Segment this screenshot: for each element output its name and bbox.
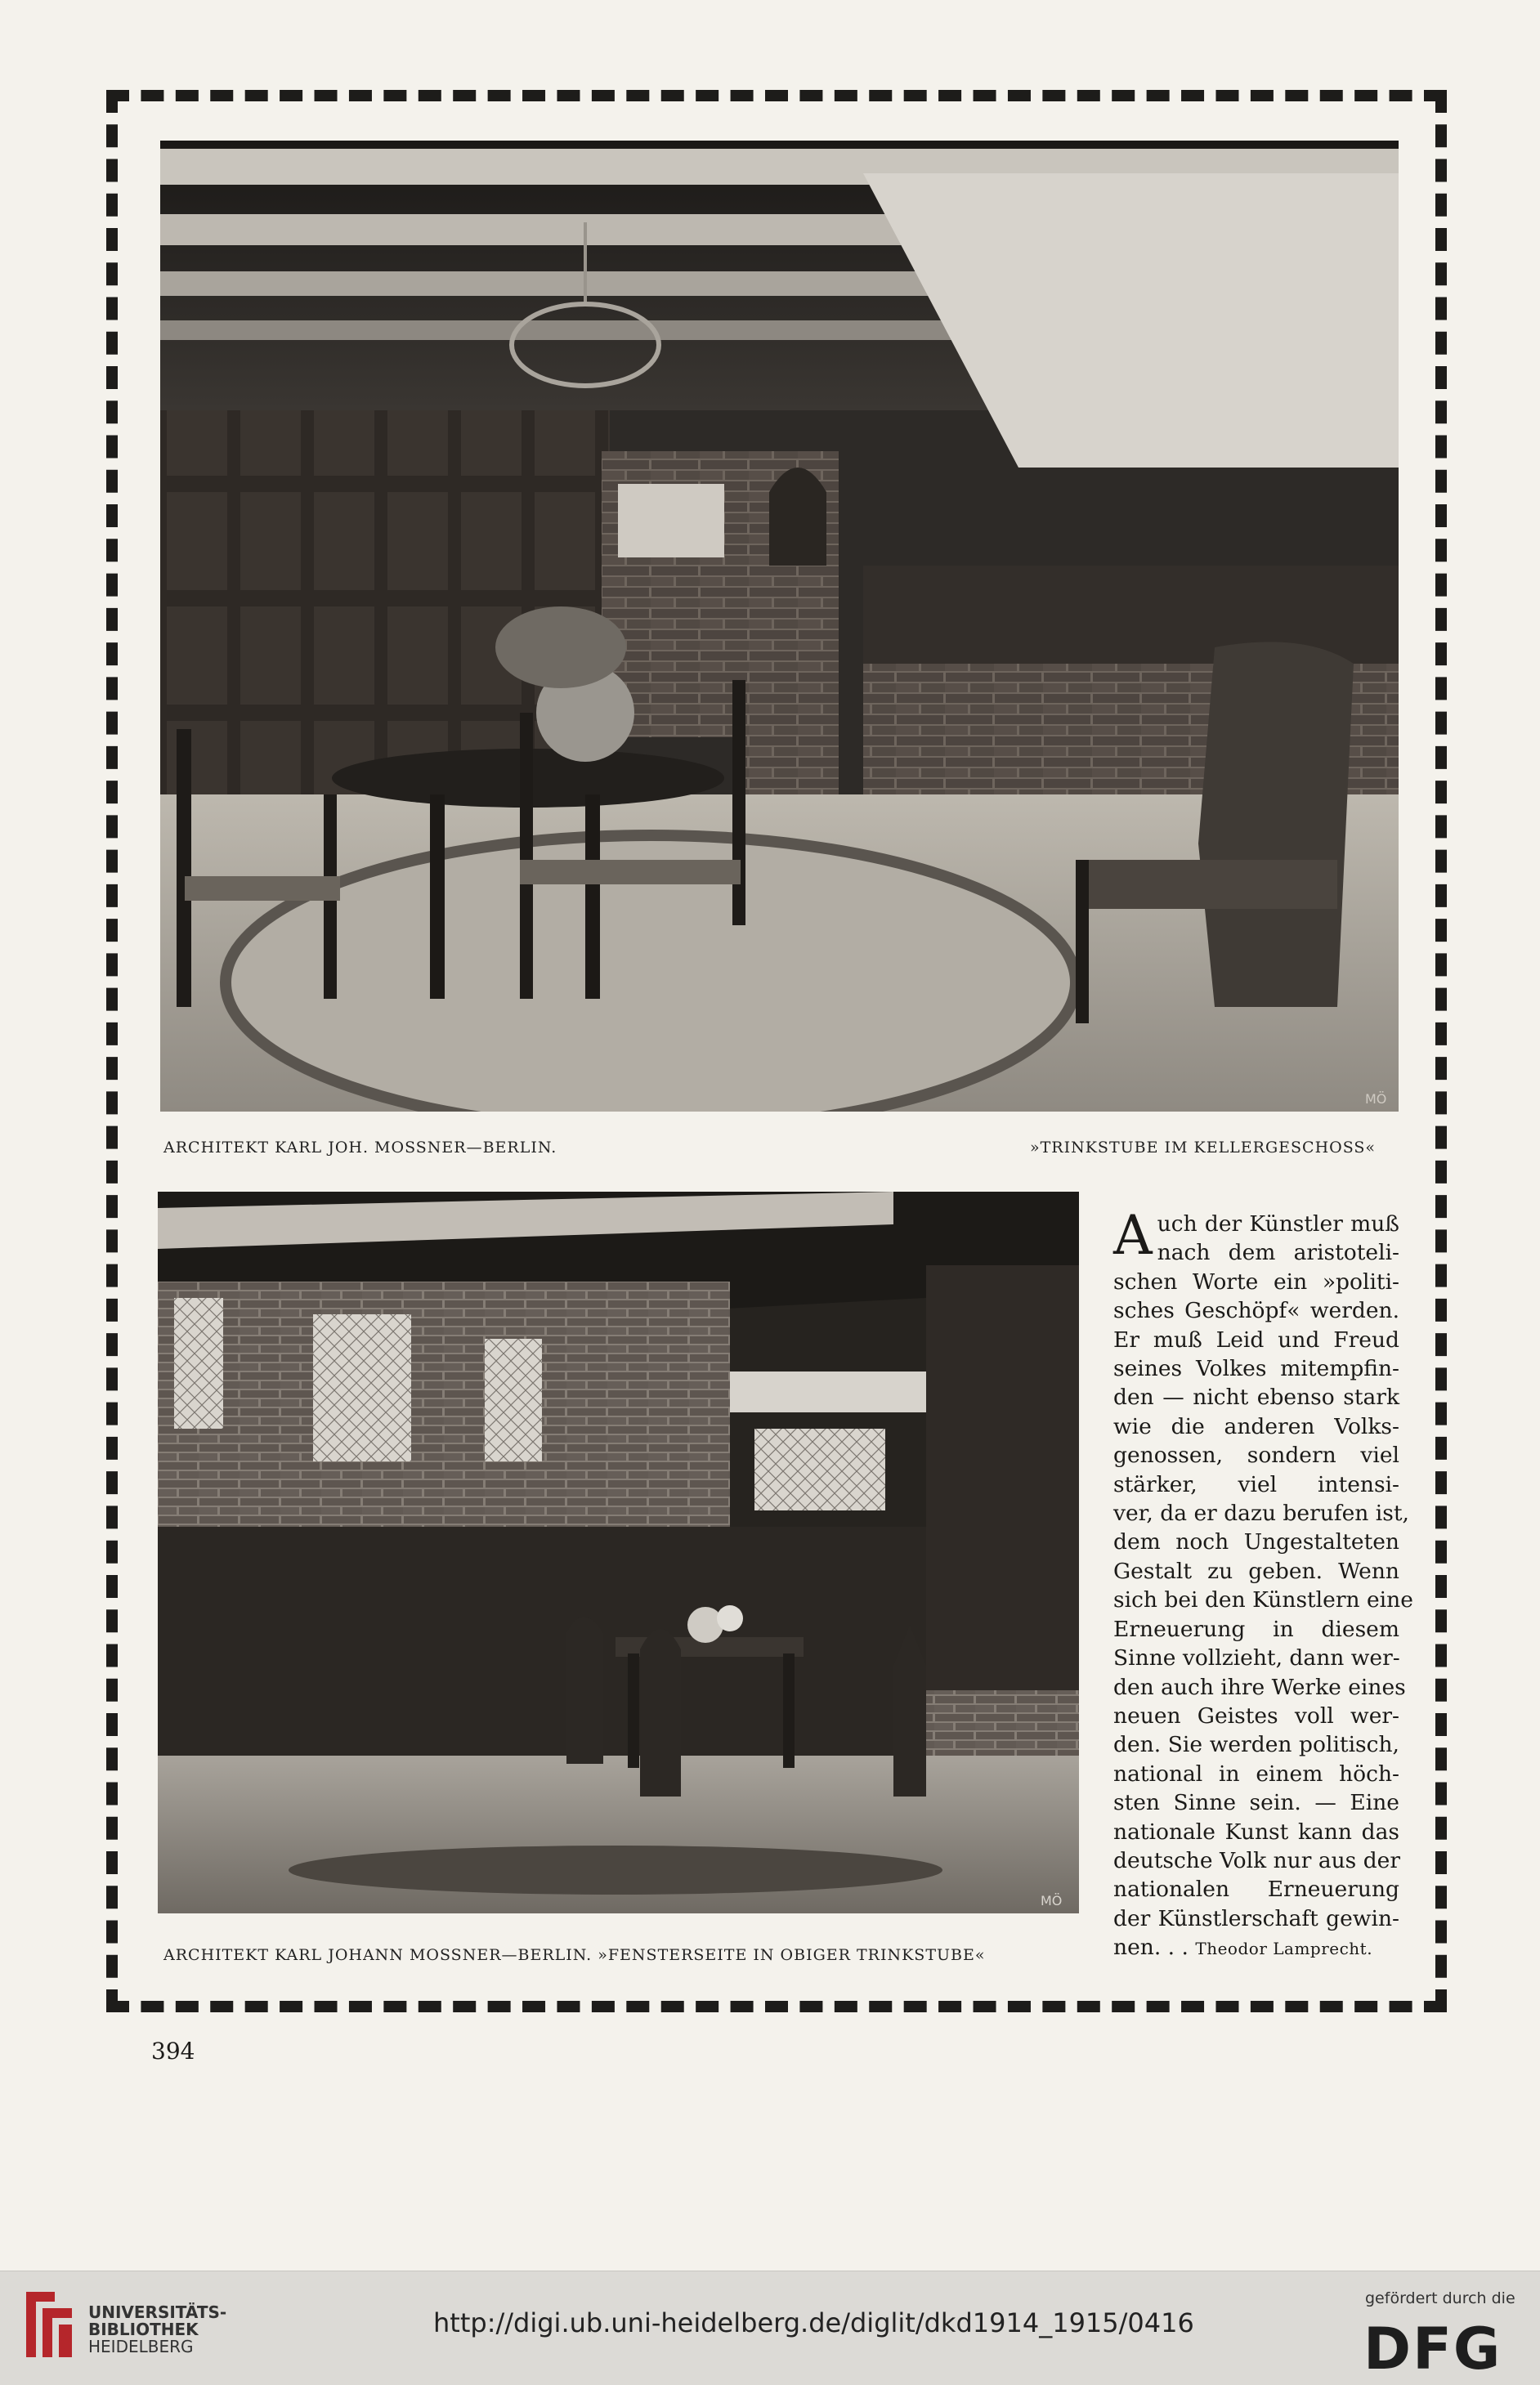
article-closing-line xyxy=(1113,1933,1399,1963)
article-line: sich bei den Künstlern eine xyxy=(1113,1587,1413,1613)
photo2-signature: MÖ xyxy=(1041,1893,1063,1908)
article-line: wie die anderen Volks- xyxy=(1113,1413,1399,1439)
funder-text: gefördert durch die xyxy=(1365,2289,1515,2307)
article-line: den auch ihre Werke eines xyxy=(1113,1674,1406,1700)
permalink-url[interactable]: http://digi.ub.uni-heidelberg.de/diglit/dkd1914_1915/0416 xyxy=(433,2307,1194,2338)
library-line1: UNIVERSITÄTS- xyxy=(88,2302,227,2322)
photo-trinkstube xyxy=(160,141,1399,1112)
article-line: sches Geschöpf« werden. xyxy=(1113,1298,1399,1324)
article-line: genossen, sondern viel xyxy=(1113,1443,1399,1469)
article-line: nationalen Erneuerung xyxy=(1113,1877,1399,1903)
article-line: sten Sinne sein. — Eine xyxy=(1113,1790,1399,1816)
article-line: national in einem höch- xyxy=(1113,1761,1399,1787)
photo1-caption-title: »TRINKSTUBE IM KELLERGESCHOSS« xyxy=(1030,1139,1377,1157)
article-line: neuen Geistes voll wer- xyxy=(1113,1703,1399,1729)
article-line: Gestalt zu geben. Wenn xyxy=(1113,1558,1399,1584)
article-author: Theodor Lamprecht. xyxy=(1195,1939,1373,1959)
library-logo-icon xyxy=(18,2284,80,2365)
article-line: den — nicht ebenso stark xyxy=(1113,1385,1399,1411)
article-line: stärker, viel intensi- xyxy=(1113,1471,1399,1497)
article-line: Erneuerung in diesem xyxy=(1113,1616,1399,1642)
article-line: uch der Künstler muß xyxy=(1157,1211,1399,1237)
photo2-caption: ARCHITEKT KARL JOHANN MOSSNER—BERLIN. »FENSTERSEITE IN OBIGER TRINKSTUBE« xyxy=(163,1946,986,1964)
photo1-caption-architect: ARCHITEKT KARL JOH. MOSSNER—BERLIN. xyxy=(163,1139,557,1157)
article-line: nach dem aristoteli- xyxy=(1157,1240,1399,1266)
photo-fensterseite xyxy=(158,1192,1079,1913)
article-line: dem noch Ungestalteten xyxy=(1113,1529,1399,1555)
article-line: ver, da er dazu berufen ist, xyxy=(1113,1501,1409,1527)
dfg-logo: DFG xyxy=(1363,2316,1502,2383)
library-line2: BIBLIOTHEK xyxy=(88,2320,199,2339)
article-line: Sinne vollzieht, dann wer- xyxy=(1113,1645,1400,1671)
article-text xyxy=(1113,1204,1413,1964)
photo-signature: MÖ xyxy=(1365,1091,1387,1107)
dropcap-letter: A xyxy=(1113,1204,1153,1267)
library-line3: HEIDELBERG xyxy=(88,2337,194,2356)
page-number: 394 xyxy=(151,2038,195,2065)
article-line: deutsche Volk nur aus der xyxy=(1113,1847,1401,1873)
article-line: seines Volkes mitempfin- xyxy=(1113,1356,1399,1382)
article-line: schen Worte ein »politi- xyxy=(1113,1269,1399,1295)
library-name xyxy=(88,2304,226,2356)
article-line: nationale Kunst kann das xyxy=(1113,1819,1399,1845)
digitization-footer xyxy=(0,2271,1540,2385)
article-line: der Künstlerschaft gewin- xyxy=(1113,1905,1399,1931)
article-line: Er muß Leid und Freud xyxy=(1113,1327,1399,1353)
article-last-words: nen. . . xyxy=(1113,1935,1189,1961)
article-line: den. Sie werden politisch, xyxy=(1113,1732,1399,1758)
